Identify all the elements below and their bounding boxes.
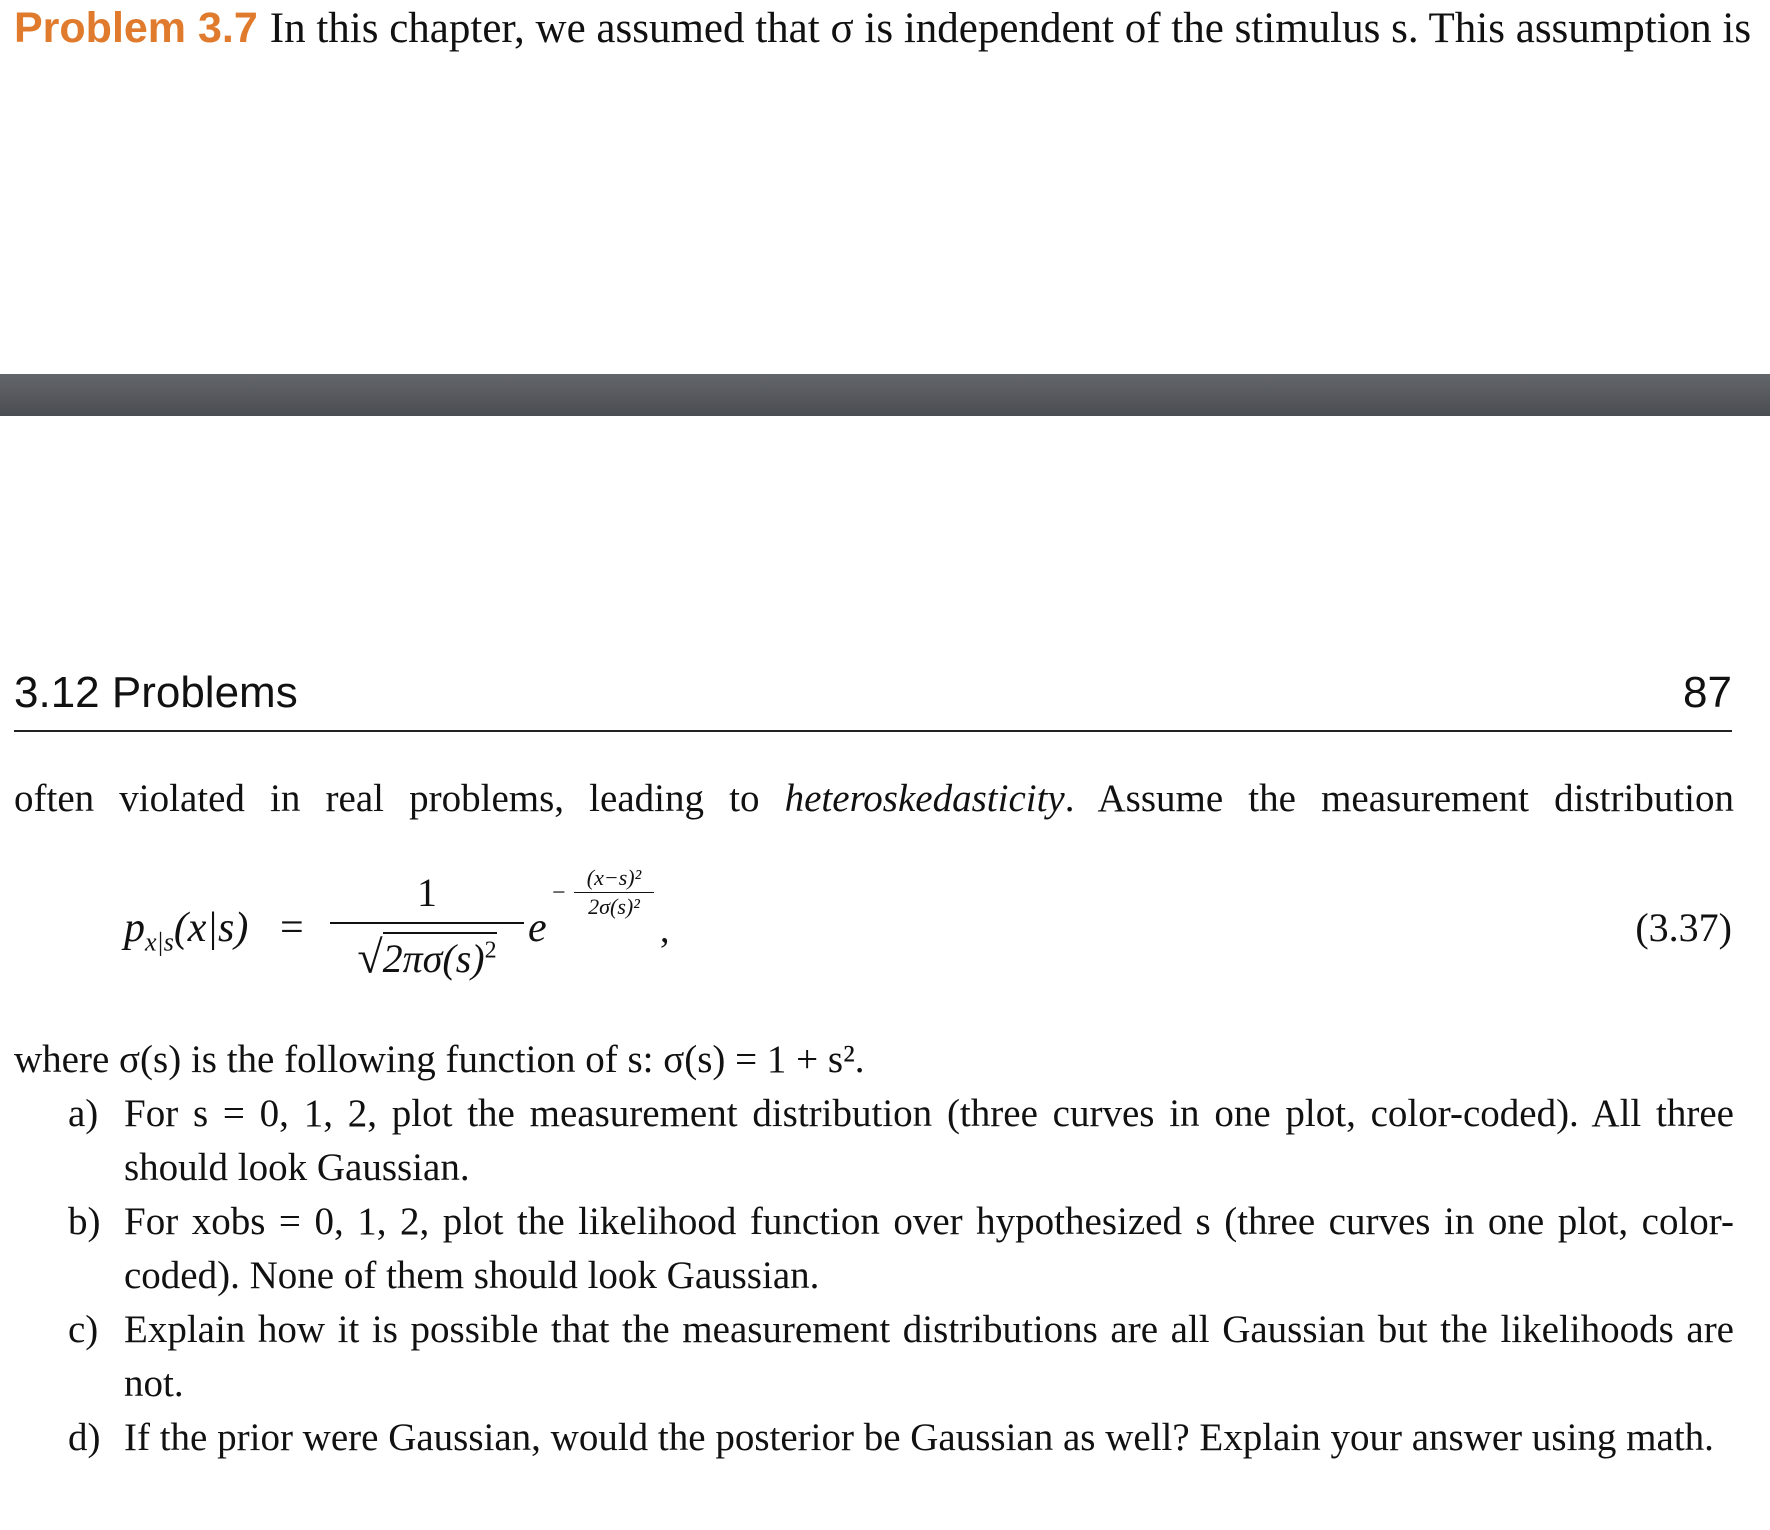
item-marker: c) [68,1308,99,1351]
list-item [14,1087,1734,1195]
eq-exponent-fraction [574,866,654,919]
sigma-definition-line: where σ(s) is the following function of s: σ(s) = 1 + s². [14,1038,865,1081]
intro-paragraph [14,772,1734,826]
eq-exponent-denominator: 2σ(s)² [588,894,640,919]
problem-label: Problem 3.7 [14,4,258,52]
item-text: Explain how it is possible that the measurement distributions are all Gaussian but the likelihoods are not. [124,1308,1734,1405]
equation-3-37 [124,864,1732,994]
section-title: 3.12 Problems [14,668,298,717]
item-marker: a) [68,1092,99,1135]
eq-exponential-base: e [528,905,547,951]
eq-lhs-symbol: p [124,905,145,951]
eq-exponent-bar [574,892,654,893]
list-item [14,1303,1734,1411]
eq-lhs-subscript: x|s [145,927,174,957]
eq-exponent-sign: − [552,880,566,906]
equation-lhs [124,904,248,957]
item-text: For s = 0, 1, 2, plot the measurement distribution (three curves in one plot, color-coded). All three should look Gaussian. [124,1092,1734,1189]
intro-text-after: . Assume the measurement distribution [1064,777,1734,820]
eq-exponent-numerator: (x−s)² [586,865,642,890]
problem-items-list [14,1087,1734,1465]
eq-comma: , [660,909,670,951]
list-item [14,1411,1734,1465]
eq-fraction [330,870,524,986]
equation-number: (3.37) [1635,905,1732,950]
item-marker: b) [68,1200,101,1243]
item-text: For xobs = 0, 1, 2, plot the likelihood function over hypothesized s (three curves in one plot, color-coded). None of them should look Gaussian. [124,1200,1734,1297]
problem-intro-line [14,0,1752,57]
eq-denominator-power: 2 [484,938,497,964]
intro-text-before: often violated in real problems, leading to [14,777,785,820]
item-marker: d) [68,1416,101,1459]
problem-intro-text: In this chapter, we assumed that σ is independent of the stimulus s. This assumption is [269,5,1752,52]
page-number: 87 [1683,668,1732,717]
eq-lhs-args: (x|s) [173,905,249,951]
running-header [14,664,1732,732]
item-text: If the prior were Gaussian, would the posterior be Gaussian as well? Explain your answer using math. [124,1416,1714,1459]
eq-numerator: 1 [417,870,437,915]
eq-denominator-body: 2πσ(s) [382,936,485,982]
emphasis-term: heteroskedasticity [784,777,1065,820]
eq-denominator [330,924,524,986]
eq-equals-sign: = [280,905,304,951]
sqrt-icon: √ [357,931,383,983]
page-separator-bar [0,374,1770,416]
list-item [14,1195,1734,1303]
